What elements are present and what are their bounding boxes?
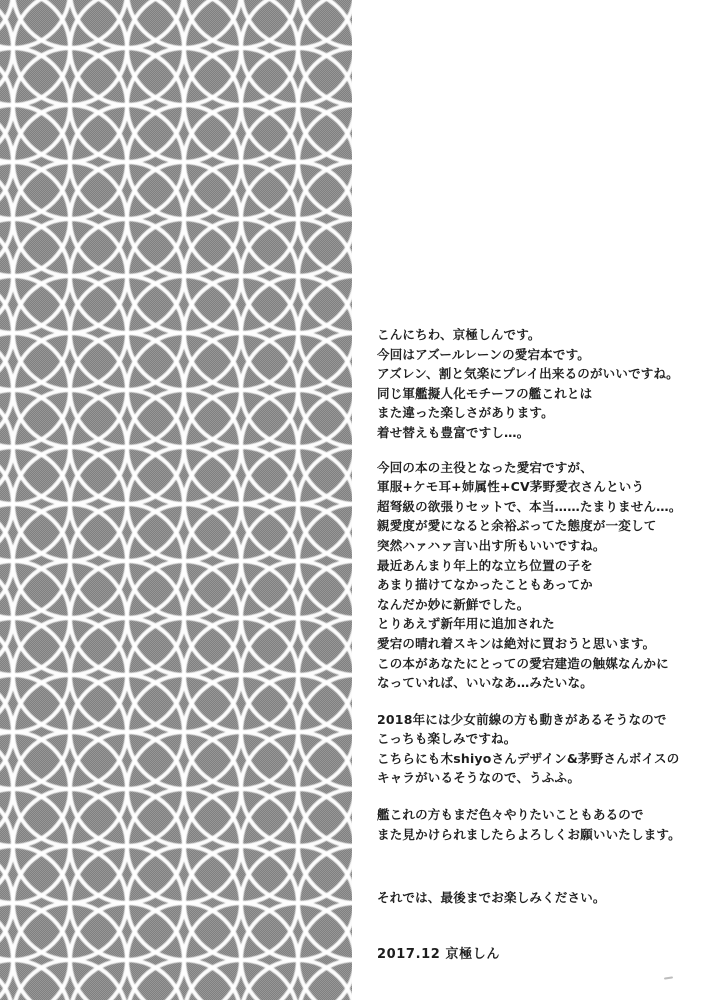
- afterword-line: 2018年には少女前線の方も動きがあるそうなので: [377, 711, 667, 727]
- afterword-line: なんだか妙に新鮮でした。: [377, 596, 530, 612]
- afterword-line: 着せ替えも豊富ですし…。: [377, 424, 530, 440]
- afterword-line: こちらにも木shiyoさんデザイン&茅野さんボイスの: [377, 750, 680, 766]
- afterword-paragraph: [377, 325, 697, 443]
- afterword-line: こんにちわ、京極しんです。: [377, 327, 541, 342]
- afterword-line: 愛宕の晴れ着スキンは絶対に買おうと思います。: [377, 635, 656, 651]
- afterword-line: この本があなたにとっての愛宕建造の触媒なんかに: [377, 655, 669, 671]
- afterword-line: 超弩級の欲張りセットで、本当……たまりません…。: [377, 498, 682, 514]
- afterword-paragraph: [377, 458, 697, 693]
- afterword-line: 突然ハァハァ言い出す所もいいですね。: [377, 537, 606, 553]
- afterword-line: とりあえず新年用に追加された: [377, 616, 555, 632]
- afterword-line: こっちも楽しみですね。: [377, 731, 517, 747]
- afterword-line: なっていれば、いいなあ…みたいな。: [377, 675, 593, 691]
- afterword-line: 今回の本の主役となった愛宕ですが、: [377, 459, 593, 475]
- signature-line: 2017.12 京極しん: [377, 946, 500, 962]
- scan-artifact-mark: [664, 976, 673, 979]
- afterword-paragraph: [377, 888, 697, 908]
- afterword-line: あまり描けてなかったこともあってか: [377, 577, 593, 593]
- afterword-line: 今回はアズールレーンの愛宕本です。: [377, 346, 590, 362]
- afterword-line: それでは、最後までお楽しみください。: [377, 890, 606, 906]
- afterword-line: また違った楽しさがあります。: [377, 405, 554, 421]
- afterword-line: 最近あんまり年上的な立ち位置の子を: [377, 557, 593, 573]
- afterword-line: 親愛度が愛になると余裕ぶってた態度が一変して: [377, 518, 657, 534]
- afterword-line: アズレン、割と気楽にプレイ出来るのがいいですね。: [377, 366, 679, 382]
- shippou-pattern-panel: [0, 0, 352, 1000]
- afterword-line: キャラがいるそうなので、うふふ。: [377, 770, 581, 786]
- afterword-text: [377, 325, 697, 964]
- afterword-line: 艦これの方もまだ色々やりたいこともあるので: [377, 807, 644, 823]
- afterword-line: また見かけられましたらよろしくお願いいたします。: [377, 826, 681, 842]
- circle-lattice: [0, 0, 352, 1000]
- afterword-paragraph: [377, 710, 697, 788]
- afterword-line: 同じ軍艦擬人化モチーフの艦これとは: [377, 385, 593, 401]
- afterword-paragraph: [377, 805, 697, 844]
- afterword-line: 軍服+ケモ耳+姉属性+CV茅野愛衣さんという: [377, 479, 645, 495]
